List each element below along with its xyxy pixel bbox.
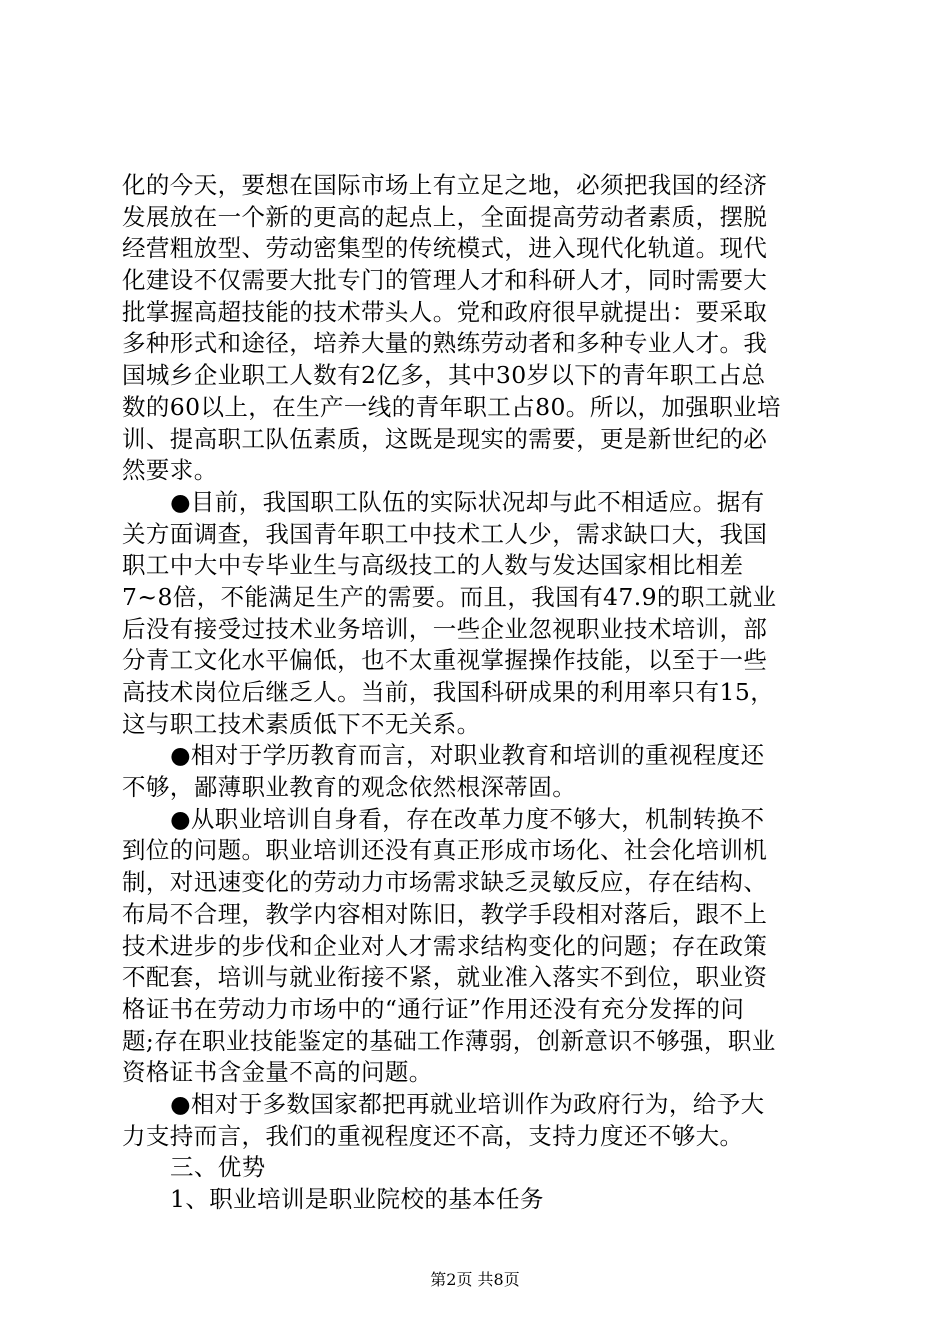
text-line: 关方面调查，我国青年职工中技术工人少，需求缺口大，我国 xyxy=(122,519,768,548)
text-line: 到位的问题。职业培训还没有真正形成市场化、社会化培训机 xyxy=(122,836,768,865)
text-line: 多种形式和途径，培养大量的熟练劳动者和多种专业人才。我 xyxy=(122,329,768,358)
text-line: 发展放在一个新的更高的起点上，全面提高劳动者素质，摆脱 xyxy=(122,202,768,231)
bullet-line: ●目前，我国职工队伍的实际状况却与此不相适应。据有 xyxy=(170,487,765,516)
bullet-line: ●从职业培训自身看，存在改革力度不够大，机制转换不 xyxy=(170,804,765,833)
document-body xyxy=(122,170,832,1216)
text-line: 格证书在劳动力市场中的“通行证”作用还没有充分发挥的问 xyxy=(122,994,745,1023)
text-line: 力支持而言，我们的重视程度还不高，支持力度还不够大。 xyxy=(122,1121,744,1150)
subsection-heading xyxy=(122,1184,832,1216)
text-line: 化的今天，要想在国际市场上有立足之地，必须把我国的经济 xyxy=(122,171,768,199)
text-line: 技术进步的步伐和企业对人才需求结构变化的问题；存在政策 xyxy=(122,931,768,960)
text-line: 不够，鄙薄职业教育的观念依然根深蒂固。 xyxy=(122,773,577,802)
text-line: 数的60以上，在生产一线的青年职工占80。所以，加强职业培 xyxy=(122,392,781,421)
paragraph-1 xyxy=(122,170,832,487)
text-line: 国城乡企业职工人数有2亿多，其中30岁以下的青年职工占总 xyxy=(122,361,766,390)
page-number-footer: 第2页 共8页 xyxy=(430,1270,520,1289)
text-line: 这与职工技术素质低下不无关系。 xyxy=(122,709,481,738)
text-line: 批掌握高超技能的技术带头人。党和政府很早就提出：要采取 xyxy=(122,297,768,326)
text-line: 经营粗放型、劳动密集型的传统模式，进入现代化轨道。现代 xyxy=(122,234,768,263)
text-line: 分青工文化水平偏低，也不太重视掌握操作技能，以至于一些 xyxy=(122,646,768,675)
text-line: 然要求。 xyxy=(122,456,218,485)
text-line: 化建设不仅需要大批专门的管理人才和科研人才，同时需要大 xyxy=(122,266,768,295)
section-title: 三、优势 xyxy=(170,1153,266,1182)
subsection-title: 1、职业培训是职业院校的基本任务 xyxy=(170,1185,544,1213)
text-line: 布局不合理，教学内容相对陈旧，教学手段相对落后，跟不上 xyxy=(122,899,768,928)
text-line: 资格证书含金量不高的问题。 xyxy=(122,1058,433,1087)
text-line: 题;存在职业技能鉴定的基础工作薄弱，创新意识不够强，职业 xyxy=(122,1026,776,1055)
paragraph-4 xyxy=(122,804,832,1089)
paragraph-2 xyxy=(122,487,832,741)
bullet-line: ●相对于多数国家都把再就业培训作为政府行为，给予大 xyxy=(170,1089,765,1118)
section-heading xyxy=(122,1152,832,1184)
bullet-line: ●相对于学历教育而言，对职业教育和培训的重视程度还 xyxy=(170,741,765,770)
paragraph-3 xyxy=(122,740,832,803)
text-line: 后没有接受过技术业务培训，一些企业忽视职业技术培训，部 xyxy=(122,614,768,643)
text-line: 职工中大中专毕业生与高级技工的人数与发达国家相比相差 xyxy=(122,551,744,580)
text-line: 7~8倍，不能满足生产的需要。而且，我国有47.9的职工就业 xyxy=(122,582,777,611)
text-line: 高技术岗位后继乏人。当前，我国科研成果的利用率只有15， xyxy=(122,678,775,706)
text-line: 不配套，培训与就业衔接不紧，就业准入落实不到位，职业资 xyxy=(122,963,768,992)
text-line: 制，对迅速变化的劳动力市场需求缺乏灵敏反应，存在结构、 xyxy=(122,868,768,897)
text-line: 训、提高职工队伍素质，这既是现实的需要，更是新世纪的必 xyxy=(122,424,768,453)
paragraph-5 xyxy=(122,1089,832,1152)
